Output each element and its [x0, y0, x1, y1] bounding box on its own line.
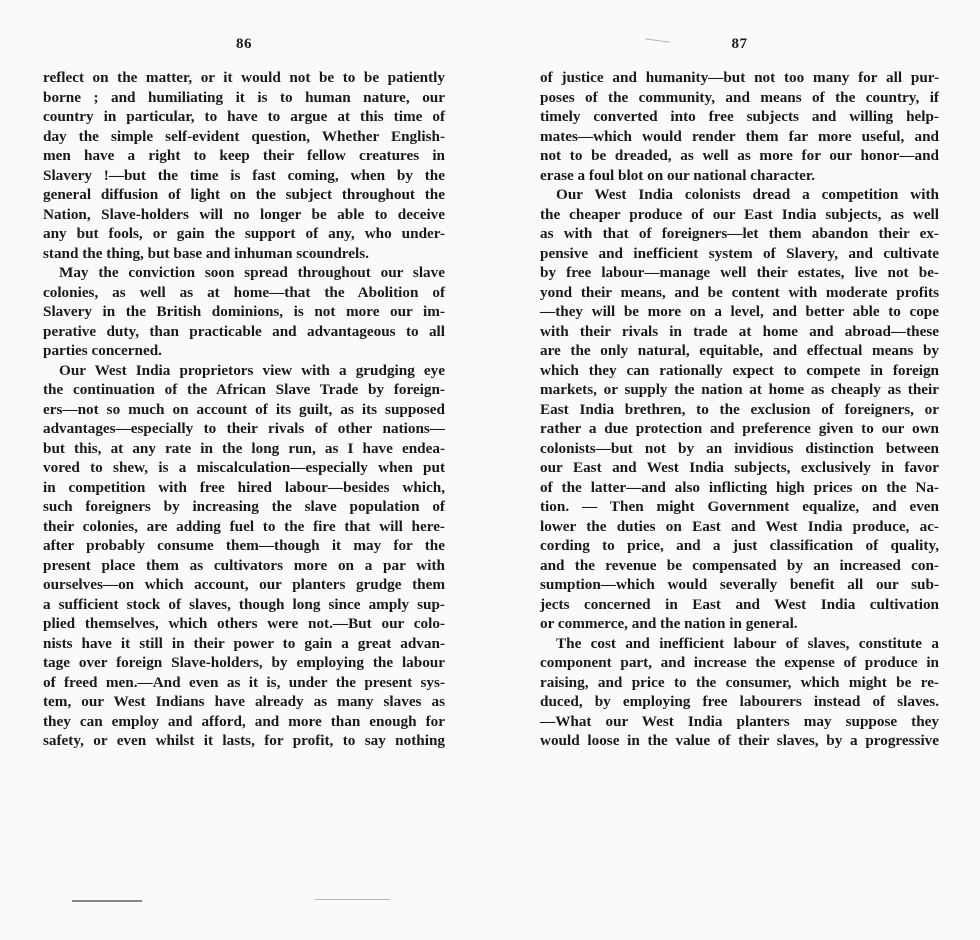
- text-line: pensive and inefficient system of Slavery, and cultivate: [540, 244, 939, 262]
- text-line: of freed men.—And even as it is, under the present sys-: [43, 673, 445, 691]
- text-line: colonies, as well as at home—that the Abolition of: [43, 283, 445, 301]
- text-line: cording to price, and a just classification of quality,: [540, 537, 939, 554]
- text-line: borne ; and humiliating it is to human nature, our: [43, 88, 445, 106]
- text-line: erase a foul blot on our national character.: [540, 166, 816, 184]
- page-number: 86: [236, 36, 252, 52]
- text-line: The cost and inefficient labour of slaves, constitute a: [556, 634, 939, 652]
- text-line: a sufficient stock of slaves, though long since amply sup-: [43, 595, 445, 613]
- text-line: their colonies, are adding fuel to the fire that will here-: [43, 517, 445, 535]
- text-line: perative duty, than practicable and advantageous to all: [43, 322, 445, 340]
- text-line: safety, or even whilst it lasts, for profit, to say nothing: [43, 732, 445, 749]
- text-line: jects concerned in East and West India cultivation: [540, 595, 939, 613]
- text-line: mates—which would render them far more useful, and: [540, 127, 939, 145]
- text-line: the cheaper produce of our East India subjects, as well: [540, 205, 939, 223]
- text-line: —they will be more on a level, and better able to cope: [540, 303, 939, 320]
- text-line: tem, our West Indians have already as many slaves as: [43, 693, 445, 710]
- text-line: markets, or supply the nation at home as cheaply as their: [540, 381, 939, 398]
- text-line: which they can rationally expect to compete in foreign: [540, 361, 939, 379]
- text-line: —What our West India planters may suppose they: [540, 712, 939, 730]
- text-line: present place them as cultivators more on a par with: [43, 556, 445, 574]
- text-line: such foreigners by increasing the slave population of: [43, 498, 445, 515]
- scan-smudge: [72, 900, 142, 902]
- text-line: Nation, Slave-holders will no longer be able to deceive: [43, 205, 445, 223]
- text-line: yond their means, and be content with moderate profits: [540, 283, 939, 301]
- text-line: day the simple self-evident question, Whether English-: [43, 127, 445, 145]
- text-line: tion. — Then might Government equalize, and even: [540, 498, 939, 515]
- text-line: by free labour—manage well their estates, live not be-: [540, 264, 939, 281]
- text-line: advantages—especially to their rivals of other nations—: [43, 420, 445, 437]
- text-line: or commerce, and the nation in general.: [540, 615, 798, 632]
- text-line: lower the duties on East and West India produce, ac-: [540, 517, 939, 535]
- text-line: reflect on the matter, or it would not be to be patiently: [43, 69, 445, 86]
- text-line: with their rivals in trade at home and abroad—these: [540, 322, 939, 340]
- text-line: colonists—but not by an invidious distinction between: [540, 439, 939, 457]
- text-line: nists have it still in their power to gain a great advan-: [43, 634, 445, 652]
- text-line: raising, and price to the consumer, which might be re-: [540, 673, 939, 691]
- text-line: would loose in the value of their slaves, by a progressive: [540, 732, 939, 749]
- text-line: Slavery in the British dominions, is not more our im-: [43, 303, 445, 320]
- text-line: they can employ and afford, and more than enough for: [43, 712, 445, 730]
- text-line: Slavery !—but the time is fast coming, when by the: [43, 166, 445, 184]
- right-page: [540, 0, 939, 940]
- text-line: of justice and humanity—but not too many for all pur-: [540, 69, 939, 86]
- text-line: stand the thing, but base and inhuman scoundrels.: [43, 244, 369, 262]
- scan-smudge: [315, 899, 390, 900]
- text-line: Our West India proprietors view with a grudging eye: [59, 361, 445, 379]
- text-line: general diffusion of light on the subject throughout the: [43, 186, 445, 203]
- text-line: Our West India colonists dread a competition with: [556, 186, 939, 203]
- text-line: the continuation of the African Slave Trade by foreign-: [43, 381, 445, 398]
- text-line: and the revenue be compensated by an increased con-: [540, 556, 939, 574]
- text-line: ers—not so much on account of its guilt, as its supposed: [43, 400, 445, 418]
- text-line: men have a right to keep their fellow creatures in: [43, 147, 445, 164]
- text-line: component part, and increase the expense of produce in: [540, 654, 939, 671]
- text-line: poses of the community, and means of the country, if: [540, 88, 939, 106]
- text-line: any but fools, or gain the support of any, who under-: [43, 225, 445, 242]
- text-line: May the conviction soon spread throughout our slave: [59, 264, 445, 281]
- text-line: East India brethren, to the exclusion of foreigners, or: [540, 400, 939, 418]
- text-line: rather a due protection and preference given to our own: [540, 420, 939, 437]
- text-line: are the only natural, equitable, and effectual means by: [540, 342, 939, 359]
- text-line: vored to shew, is a miscalculation—especially when put: [43, 459, 445, 476]
- text-line: plied themselves, which others were not.—But our colo-: [43, 615, 445, 632]
- text-line: as with that of foreigners—let them abandon their ex-: [540, 225, 939, 242]
- page-text: [43, 68, 445, 751]
- text-line: tage over foreign Slave-holders, by employing the labour: [43, 654, 445, 671]
- page-text: [540, 68, 939, 751]
- text-line: timely converted into free subjects and willing help-: [540, 108, 939, 125]
- text-line: in competition with free hired labour—besides which,: [43, 478, 445, 496]
- text-line: duced, by employing free labourers instead of slaves.: [540, 693, 939, 710]
- text-line: but this, at any rate in the long run, as I have endea-: [43, 439, 445, 457]
- text-line: not to be dreaded, as well as more for our honor—and: [540, 147, 939, 164]
- text-line: sumption—which would severally benefit all our sub-: [540, 576, 939, 593]
- left-page: [43, 0, 445, 940]
- text-line: after probably consume them—though it may for the: [43, 537, 445, 554]
- text-line: parties concerned.: [43, 342, 162, 359]
- text-line: ourselves—on which account, our planters grudge them: [43, 576, 445, 593]
- text-line: our East and West India subjects, exclusively in favor: [540, 459, 939, 476]
- text-line: of the latter—and also inflicting high prices on the Na-: [540, 478, 939, 496]
- text-line: country in particular, to have to argue at this time of: [43, 108, 445, 125]
- page-number: 87: [731, 36, 748, 52]
